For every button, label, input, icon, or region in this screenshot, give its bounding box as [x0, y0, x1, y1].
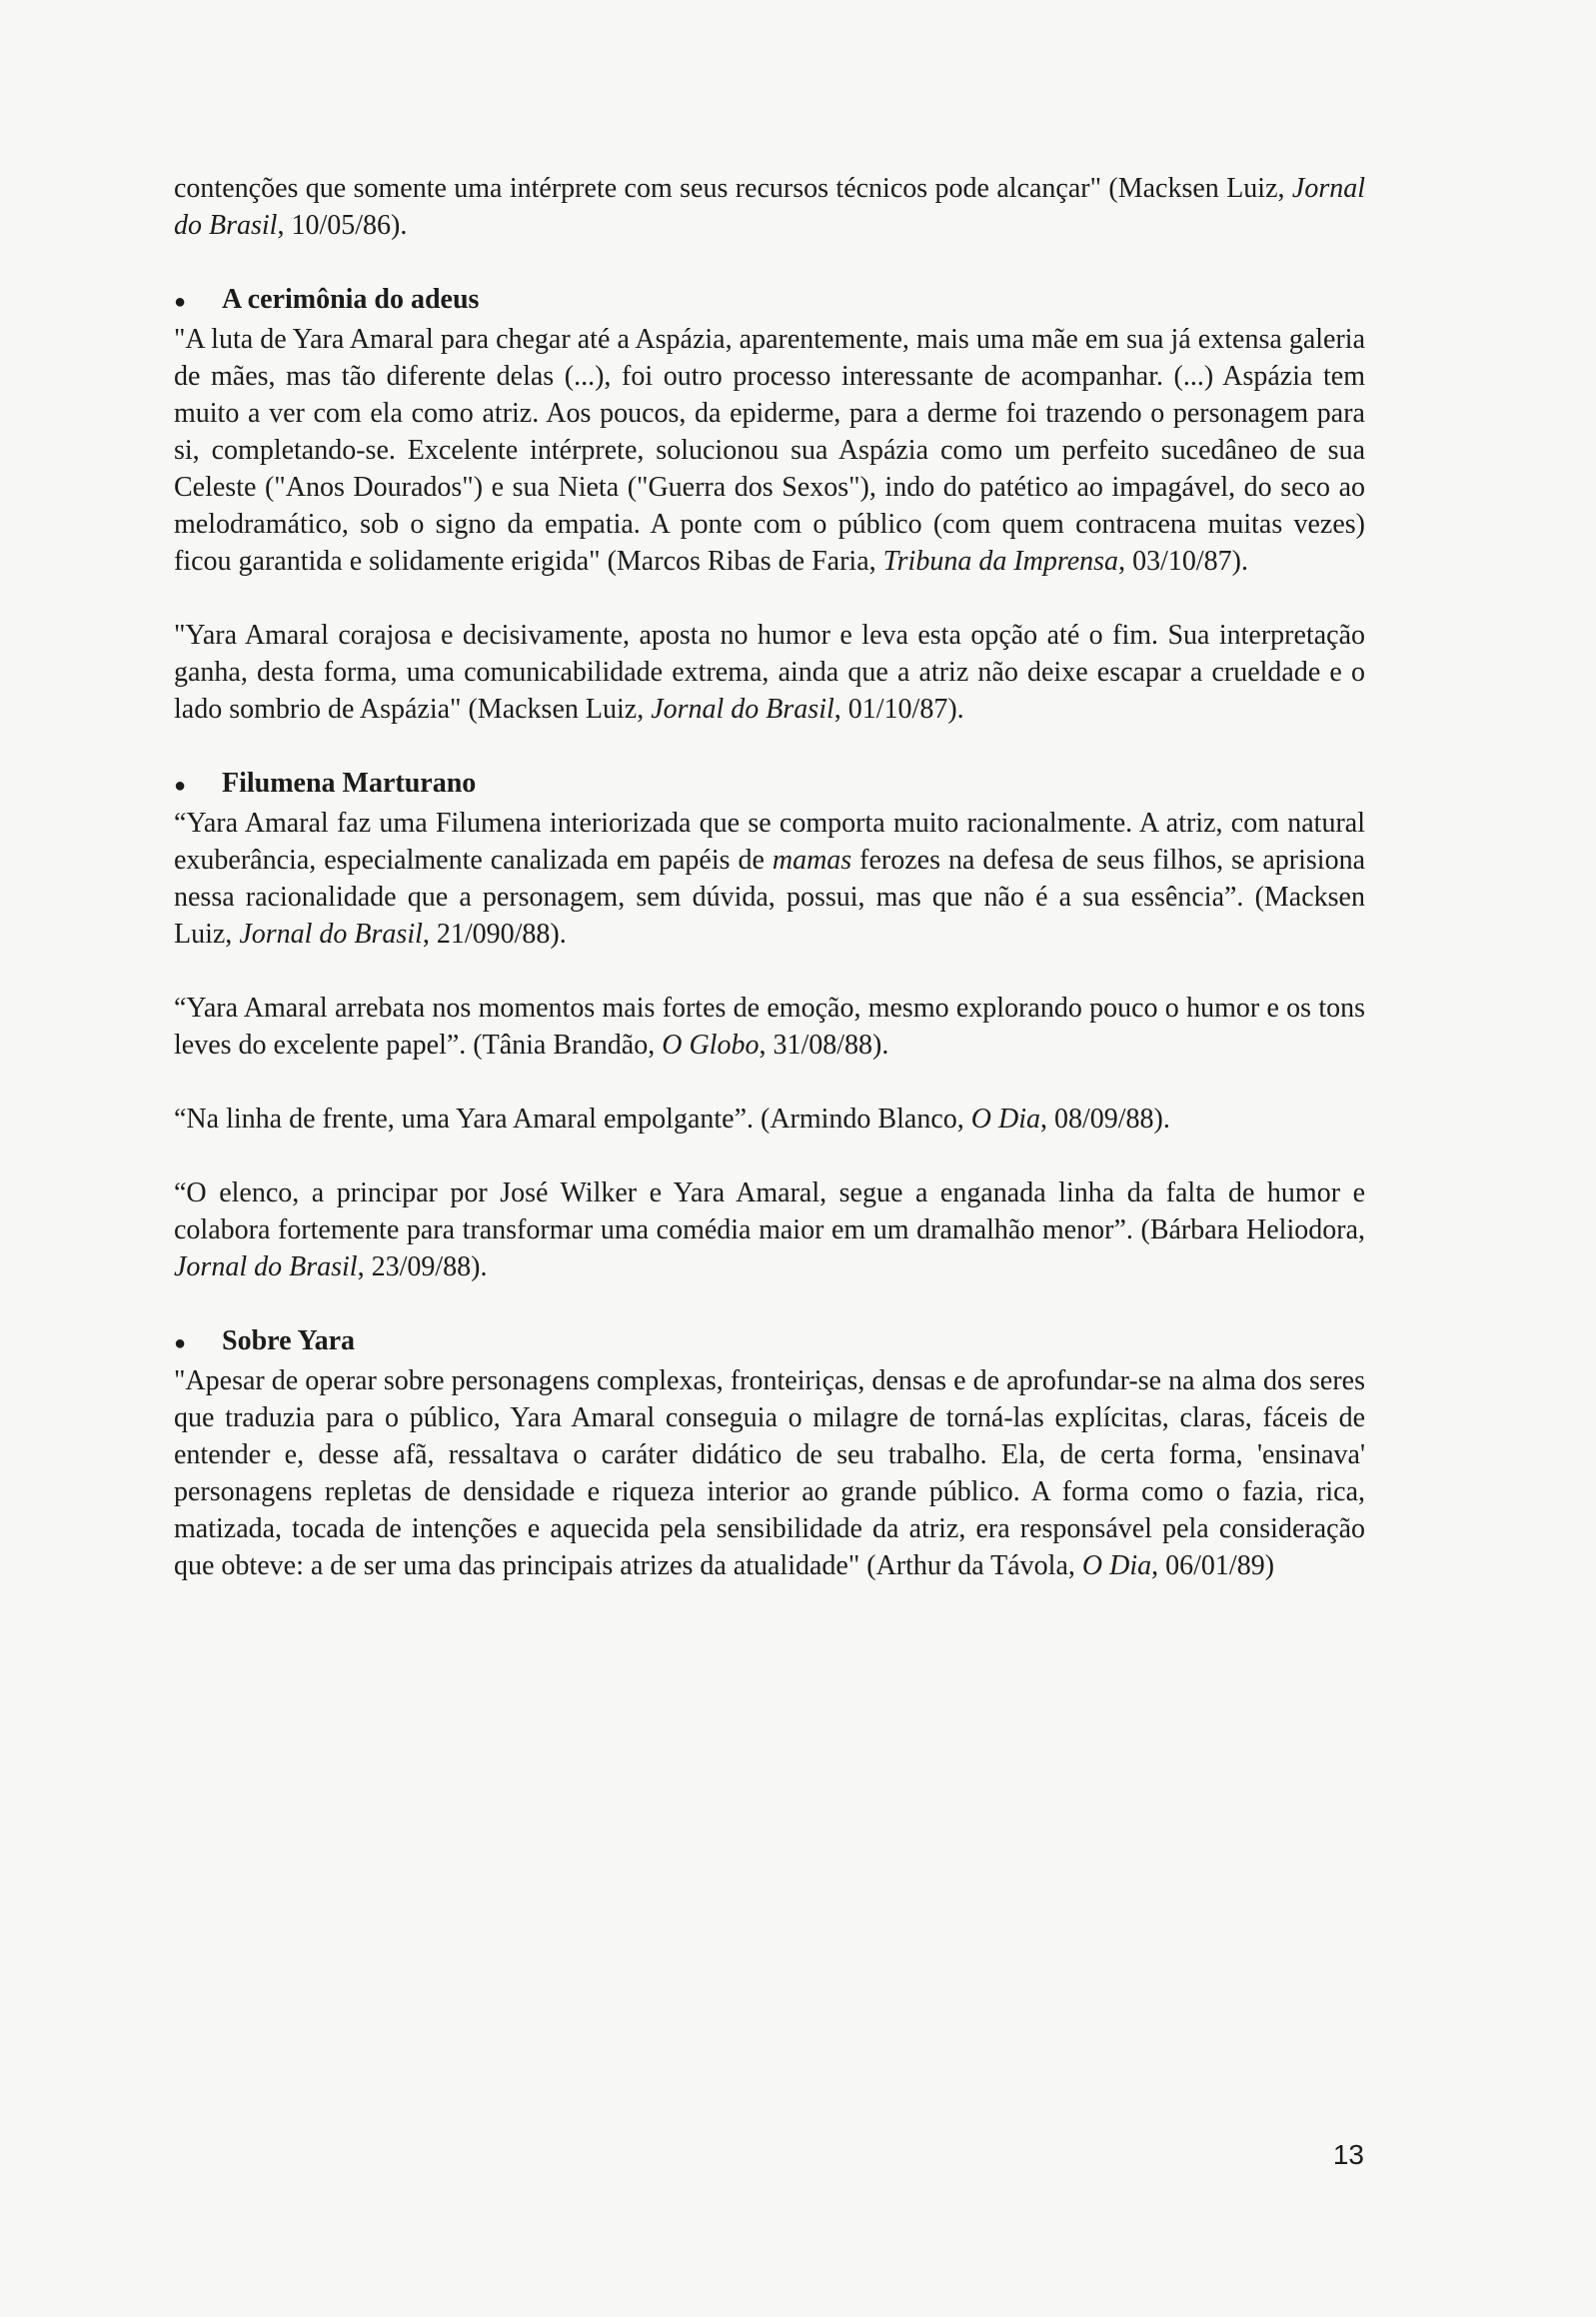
- document-page: [174, 170, 1365, 1584]
- section-heading-sobre-yara: ● Sobre Yara: [174, 1322, 1365, 1362]
- quote-paragraph: “O elenco, a principar por José Wilker e Yara Amaral, segue a enganada linha da falta de humor e colabora fortemente para transformar uma comédia maior em um dramalhão menor”. (Bárbara Heliodora, Jornal do Brasil, 23/09/88).: [174, 1177, 1365, 1282]
- quote-paragraph: “Na linha de frente, uma Yara Amaral empolgante”. (Armindo Blanco, O Dia, 08/09/88).: [174, 1104, 1170, 1135]
- quote-paragraph: "A luta de Yara Amaral para chegar até a Aspázia, aparentemente, mais uma mãe em sua já extensa galeria de mães, mas tão diferente delas (...), foi outro processo interessante de acompanhar. (...) Aspázia tem muito a ver com ela como atriz. Aos poucos, da epiderme, para a derme foi trazendo o personagem para si, completando-se. Excelente intérprete, solucionou sua Aspázia como um perfeito sucedâneo de sua Celeste ("Anos Dourados") e sua Nieta ("Guerra dos Sexos"), indo do patético ao impagável, do seco ao melodramático, sob o signo da empatia. A ponte com o público (com quem contracena muitas vezes) ficou garantida e solidamente erigida" (Marcos Ribas de Faria, Tribuna da Imprensa, 03/10/87).: [174, 324, 1365, 577]
- section-heading-cerimonia: ● A cerimônia do adeus: [174, 281, 1365, 321]
- page-number: 13: [1332, 2139, 1364, 2170]
- intro-paragraph: contenções que somente uma intérprete com seus recursos técnicos pode alcançar" (Macksen Luiz, Jornal do Brasil, 10/05/86).: [174, 173, 1365, 241]
- quote-paragraph: “Yara Amaral arrebata nos momentos mais fortes de emoção, mesmo explorando pouco o humor e os tons leves do excelente papel”. (Tânia Brandão, O Globo, 31/08/88).: [174, 993, 1365, 1061]
- bullet-icon: ●: [174, 1332, 187, 1354]
- bullet-icon: ●: [174, 291, 187, 313]
- bullet-icon: ●: [174, 775, 187, 797]
- quote-paragraph: “Yara Amaral faz uma Filumena interiorizada que se comporta muito racionalmente. A atriz, com natural exuberância, especialmente canalizada em papéis de mamas ferozes na defesa de seus filhos, se aprisiona nessa racionalidade que a personagem, sem dúvida, possui, mas que não é a sua essência”. (Macksen Luiz, Jornal do Brasil, 21/090/88).: [174, 808, 1365, 950]
- section-heading-filumena: ● Filumena Marturano: [174, 765, 1365, 805]
- quote-paragraph: "Yara Amaral corajosa e decisivamente, aposta no humor e leva esta opção até o fim. Sua interpretação ganha, desta forma, uma comunicabilidade extrema, ainda que a atriz não deixe escapar a crueldade e o lado sombrio de Aspázia" (Macksen Luiz, Jornal do Brasil, 01/10/87).: [174, 620, 1365, 725]
- intro-source: Jornal do Brasil: [174, 173, 1365, 241]
- quote-paragraph: "Apesar de operar sobre personagens complexas, fronteiriças, densas e de aprofundar-se na alma dos seres que traduzia para o público, Yara Amaral conseguia o milagre de torná-las explícitas, claras, fáceis de entender e, desse afã, ressaltava o caráter didático de seu trabalho. Ela, de certa forma, 'ensinava' personagens repletas de densidade e riqueza interior ao grande público. A forma como o fazia, rica, matizada, tocada de intenções e aquecida pela sensibilidade da atriz, era responsável pela consideração que obteve: a de ser uma das principais atrizes da atualidade" (Arthur da Távola, O Dia, 06/01/89): [174, 1365, 1365, 1581]
